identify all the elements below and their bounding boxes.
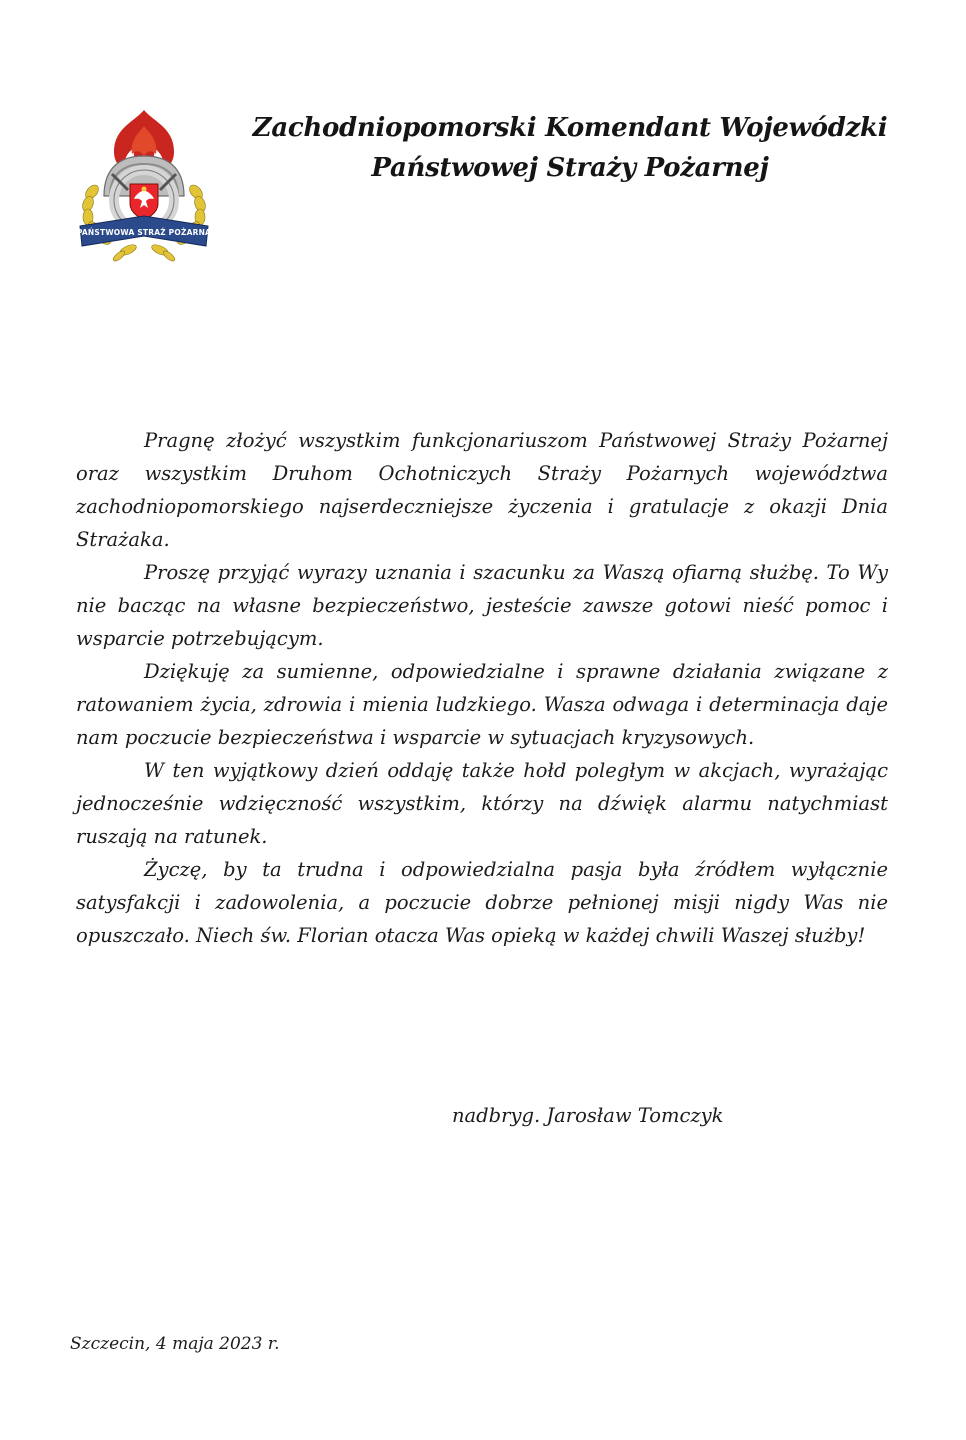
letter-header	[230, 108, 910, 188]
paragraph: Proszę przyjąć wyrazy uznania i szacunku za Waszą ofiarną służbę. To Wy nie bacząc na własne bezpieczeństwo, jesteście zawsze gotowi nieść pomoc i wsparcie potrzebującym.	[76, 561, 888, 650]
paragraph: Życzę, by ta trudna i odpowiedzialna pasja była źródłem wyłącznie satysfakcji i zadowolenia, a poczucie dobrze pełnionej misji nigdy Was nie opuszczało. Niech św. Florian otacza Was opieką w każdej chwili Waszej służby!	[76, 858, 888, 947]
letter-body	[76, 424, 888, 952]
signature: nadbryg. Jarosław Tomczyk	[452, 1104, 724, 1127]
place-date: Szczecin, 4 maja 2023 r.	[70, 1334, 280, 1354]
svg-text:PAŃSTWOWA STRAŻ POŻARNA: PAŃSTWOWA STRAŻ POŻARNA	[76, 228, 212, 237]
paragraph: Dziękuję za sumienne, odpowiedzialne i sprawne działania związane z ratowaniem życia, zdrowia i mienia ludzkiego. Wasza odwaga i determinacja daje nam poczucie bezpieczeństwa i wsparcie w sytuacjach kryzysowych.	[76, 660, 888, 749]
paragraph: Pragnę złożyć wszystkim funkcjonariuszom Państwowej Straży Pożarnej oraz wszystkim Druhom Ochotniczych Straży Pożarnych województwa zachodniopomorskiego najserdeczniejsze życzenia i gratulacje z okazji Dnia Strażaka.	[76, 429, 888, 551]
header-title-line1: Zachodniopomorski Komendant Wojewódzki	[252, 113, 888, 143]
header-title-line2: Państwowej Straży Pożarnej	[371, 153, 769, 183]
fire-service-emblem-icon	[74, 104, 214, 264]
paragraph: W ten wyjątkowy dzień oddaję także hołd poległym w akcjach, wyrażając jednocześnie wdzięczność wszystkim, którzy na dźwięk alarmu natychmiast ruszają na ratunek.	[76, 759, 888, 848]
